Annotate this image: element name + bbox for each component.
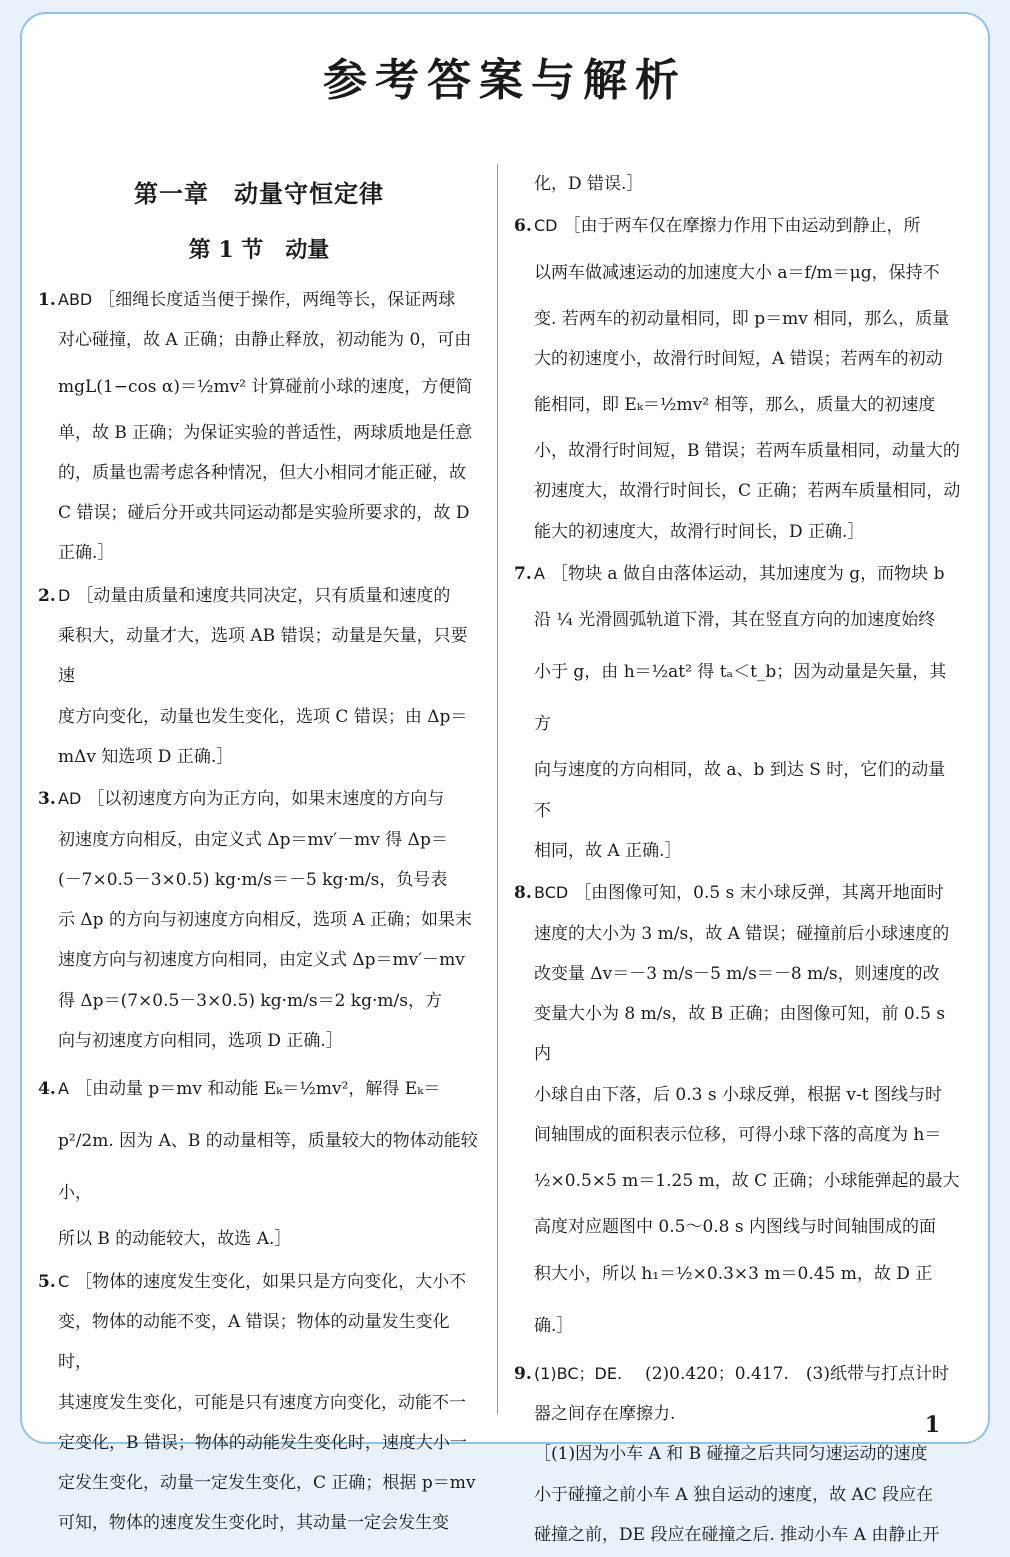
explanation-text: (2)0.420；0.417. (3)纸带与打点计时 [628, 1363, 949, 1384]
answer-line [36, 1503, 482, 1543]
explanation-text: 的，质量也需考虑各种情况，但大小相同才能正碰，故 [58, 462, 466, 483]
answer-line [512, 1475, 962, 1515]
answer-line [512, 1394, 962, 1434]
answer-line [512, 1434, 962, 1474]
explanation-text: ［物体的速度发生变化，如果只是方向变化，大小不 [75, 1271, 467, 1292]
explanation-text: mgL(1−cos α)＝½mv² 计算碰前小球的速度，方便简 [58, 376, 473, 397]
answer-line [512, 954, 962, 994]
answer-line [36, 697, 482, 737]
explanation-text: 其速度发生变化，可能是只有速度方向变化，动能不一 [58, 1392, 466, 1413]
explanation-text: 沿 ¼ 光滑圆弧轨道下滑，其在竖直方向的加速度始终 [534, 610, 936, 631]
answer-line [512, 750, 962, 831]
explanation-text: ［以初速度方向为正方向，如果末速度的方向与 [87, 789, 445, 810]
answer-line [36, 361, 482, 413]
answer-line [512, 1515, 962, 1555]
explanation-text: 单，故 B 正确；为保证实验的普适性，两球质地是任意 [58, 422, 473, 443]
answer-item [512, 164, 962, 204]
explanation-text: mΔv 知选项 D 正确.］ [58, 746, 234, 767]
answer-line [512, 164, 962, 204]
answer-line [36, 940, 482, 980]
answer-line [36, 1115, 482, 1219]
answer-line [36, 413, 482, 453]
answer-page [20, 12, 990, 1545]
answer-line [36, 1262, 482, 1302]
explanation-text: 小，故滑行时间短，B 错误；若两车质量相同，动量大的 [534, 441, 960, 462]
answer-line [512, 431, 962, 471]
explanation-text: 能大的初速度大，故滑行时间长，D 正确.］ [534, 521, 865, 542]
section-heading: 第 1 节 动量 [188, 237, 330, 263]
answer-line [512, 1207, 962, 1247]
explanation-text: C 错误；碰后分开或共同运动都是实验所要求的，故 D [58, 503, 470, 524]
explanation-text: 以两车做减速运动的加速度大小 a＝f/m＝μg，保持不 [534, 262, 940, 283]
page-number: 1 [924, 1412, 940, 1438]
answer-line [512, 994, 962, 1075]
explanation-text: ［细绳长度适当便于操作，两绳等长，保证两球 [98, 290, 456, 310]
explanation-text: 能相同，即 Eₖ＝½mv² 相等，那么，质量大的初速度 [534, 395, 936, 416]
answer-line [512, 1115, 962, 1155]
answer-line [36, 779, 482, 819]
explanation-text: p²/2m. 因为 A、B 的动量相等，质量较大的物体动能较小， [58, 1131, 478, 1204]
answer-line [36, 493, 482, 533]
answer-line [512, 206, 962, 246]
explanation-text: 向与速度的方向相同，故 a、b 到达 S 时，它们的动量不 [534, 760, 946, 821]
answer-item [36, 779, 482, 1061]
answer-line [36, 1383, 482, 1423]
answer-choice: BCD [534, 883, 569, 903]
explanation-text: 正确.］ [58, 543, 115, 564]
answer-line [512, 646, 962, 750]
explanation-text: 积大小，所以 h₁＝½×0.3×3 m＝0.45 m，故 D 正确.］ [534, 1263, 933, 1336]
answer-line [512, 831, 962, 871]
explanation-text: 高度对应题图中 0.5～0.8 s 内图线与时间轴围成的面 [534, 1217, 937, 1238]
explanation-text: ［(1)因为小车 A 和 B 碰撞之后共同匀速运动的速度 [534, 1444, 928, 1465]
answer-line [36, 1021, 482, 1061]
answer-line [512, 471, 962, 511]
answer-item [36, 1262, 482, 1544]
answer-item [36, 1063, 482, 1259]
explanation-text: 小于 g，由 h＝½at² 得 tₐ＜t_b；因为动量是矢量，其方 [534, 662, 947, 735]
answer-line [512, 554, 962, 594]
explanation-text: 小于碰撞之前小车 A 独自运动的速度，故 AC 段应在 [534, 1484, 934, 1505]
explanation-text: 定变化，B 错误；物体的动能发生变化时，速度大小一 [58, 1432, 467, 1453]
left-column [36, 164, 482, 1546]
explanation-text: 变. 若两车的初动量相同，即 p＝mv 相同，那么，质量 [534, 308, 950, 329]
explanation-text: 得 Δp＝(7×0.5－3×0.5) kg·m/s＝2 kg·m/s，方 [58, 990, 442, 1011]
explanation-text: 向与初速度方向相同，选项 D 正确.］ [58, 1031, 343, 1052]
explanation-text: ［由动量 p＝mv 和动能 Eₖ＝½mv²，解得 Eₖ＝ [74, 1079, 441, 1100]
explanation-text: 相同，故 A 正确.］ [534, 840, 682, 861]
answer-line [512, 339, 962, 379]
answer-line [36, 737, 482, 777]
answer-choice: CD [534, 216, 558, 236]
answer-line [512, 1075, 962, 1115]
answer-line [36, 860, 482, 900]
question-number: 9. [514, 1363, 532, 1384]
explanation-text: ［动量由质量和速度共同决定，只有质量和速度的 [76, 585, 451, 606]
answer-line [36, 1463, 482, 1503]
answer-line [36, 1063, 482, 1115]
answer-item [36, 280, 482, 574]
answer-line [512, 299, 962, 339]
explanation-text: 间轴围成的面积表示位移，可得小球下落的高度为 h＝ [534, 1125, 942, 1146]
explanation-text: 器之间存在摩擦力. [534, 1403, 676, 1424]
answer-choice: A [58, 1079, 69, 1099]
explanation-text: ［由于两车仅在摩擦力作用下由运动到静止，所 [563, 216, 921, 237]
answer-choice: ABD [58, 290, 93, 309]
explanation-text: 初速度大，故滑行时间长，C 正确；若两车质量相同，动 [534, 481, 961, 502]
answer-choice: C [58, 1271, 70, 1291]
answer-item [512, 206, 962, 552]
answer-line [512, 379, 962, 431]
right-column [512, 164, 962, 1557]
answer-line [36, 616, 482, 697]
answer-item [512, 1354, 962, 1555]
answer-item [512, 554, 962, 871]
page-title: 参考答案与解析 [323, 55, 687, 106]
answer-line [512, 512, 962, 552]
explanation-text: 改变量 Δv＝－3 m/s－5 m/s＝－8 m/s，则速度的改 [534, 963, 940, 984]
explanation-text: ½×0.5×5 m＝1.25 m，故 C 正确；小球能弹起的最大 [534, 1171, 960, 1192]
answer-line [36, 576, 482, 616]
answer-line [36, 1423, 482, 1463]
explanation-text: 碰撞之前，DE 段应在碰撞之后. 推动小车 A 由静止开 [534, 1524, 940, 1545]
chapter-heading: 第一章 动量守恒定律 [134, 179, 384, 208]
column-divider [497, 164, 498, 1414]
question-number: 1. [38, 290, 56, 310]
answer-choice: A [534, 564, 545, 584]
answer-line [36, 1302, 482, 1383]
question-number: 8. [514, 883, 532, 904]
question-number: 2. [38, 585, 56, 606]
answer-line [512, 1354, 962, 1394]
explanation-text: 初速度方向相反，由定义式 Δp＝mv′－mv 得 Δp＝ [58, 829, 448, 850]
explanation-text: 速度的大小为 3 m/s，故 A 错误；碰撞前后小球速度的 [534, 923, 950, 944]
question-number: 6. [514, 216, 532, 237]
answer-line [36, 280, 482, 320]
question-number: 3. [38, 789, 56, 810]
answer-line [512, 594, 962, 646]
explanation-text: 示 Δp 的方向与初速度方向相反，选项 A 正确；如果末 [58, 910, 473, 931]
explanation-text: 定发生变化，动量一定发生变化，C 正确；根据 p＝mv [58, 1473, 476, 1494]
question-number: 4. [38, 1079, 56, 1100]
explanation-text: 乘积大，动量才大，选项 AB 错误；动量是矢量，只要速 [58, 626, 468, 687]
answer-line [36, 320, 482, 360]
left-answer-list [36, 280, 482, 1544]
explanation-text: 变量大小为 8 m/s，故 B 正确；由图像可知，前 0.5 s 内 [534, 1004, 946, 1065]
answer-choice: (1)BC；DE. [534, 1363, 623, 1383]
explanation-text: 化，D 错误.］ [534, 174, 644, 194]
answer-choice: D [58, 585, 71, 605]
answer-line [36, 453, 482, 493]
right-answer-list [512, 164, 962, 1555]
explanation-text: (－7×0.5－3×0.5) kg·m/s＝－5 kg·m/s，负号表 [58, 869, 448, 890]
explanation-text: 速度方向与初速度方向相同，由定义式 Δp＝mv′－mv [58, 950, 465, 971]
explanation-text: 所以 B 的动能较大，故选 A.］ [58, 1229, 292, 1250]
answer-line [36, 900, 482, 940]
explanation-text: ［物块 a 做自由落体运动，其加速度为 g，而物块 b [550, 564, 945, 585]
answer-item [512, 873, 962, 1351]
answer-line [512, 1248, 962, 1352]
answer-choice: AD [58, 789, 82, 809]
explanation-text: 度方向变化，动量也发生变化，选项 C 错误；由 Δp＝ [58, 706, 468, 727]
explanation-text: 可知，物体的速度发生变化时，其动量一定会发生变 [58, 1513, 449, 1534]
question-number: 5. [38, 1271, 56, 1292]
answer-line [512, 914, 962, 954]
answer-line [36, 1219, 482, 1259]
question-number: 7. [514, 564, 532, 585]
explanation-text: 小球自由下落，后 0.3 s 小球反弹，根据 v-t 图线与时 [534, 1084, 942, 1105]
answer-line [36, 533, 482, 573]
answer-line [36, 820, 482, 860]
explanation-text: 变，物体的动能不变，A 错误；物体的动量发生变化时， [58, 1311, 450, 1373]
answer-line [512, 1155, 962, 1207]
explanation-text: 对心碰撞，故 A 正确；由静止释放，初动能为 0，可由 [58, 330, 472, 351]
answer-line [512, 247, 962, 299]
answer-line [36, 981, 482, 1021]
explanation-text: 大的初速度小，故滑行时间短，A 错误；若两车的初动 [534, 348, 943, 369]
answer-item [36, 576, 482, 777]
explanation-text: ［由图像可知，0.5 s 末小球反弹，其离开地面时 [574, 883, 944, 904]
answer-line [512, 873, 962, 913]
